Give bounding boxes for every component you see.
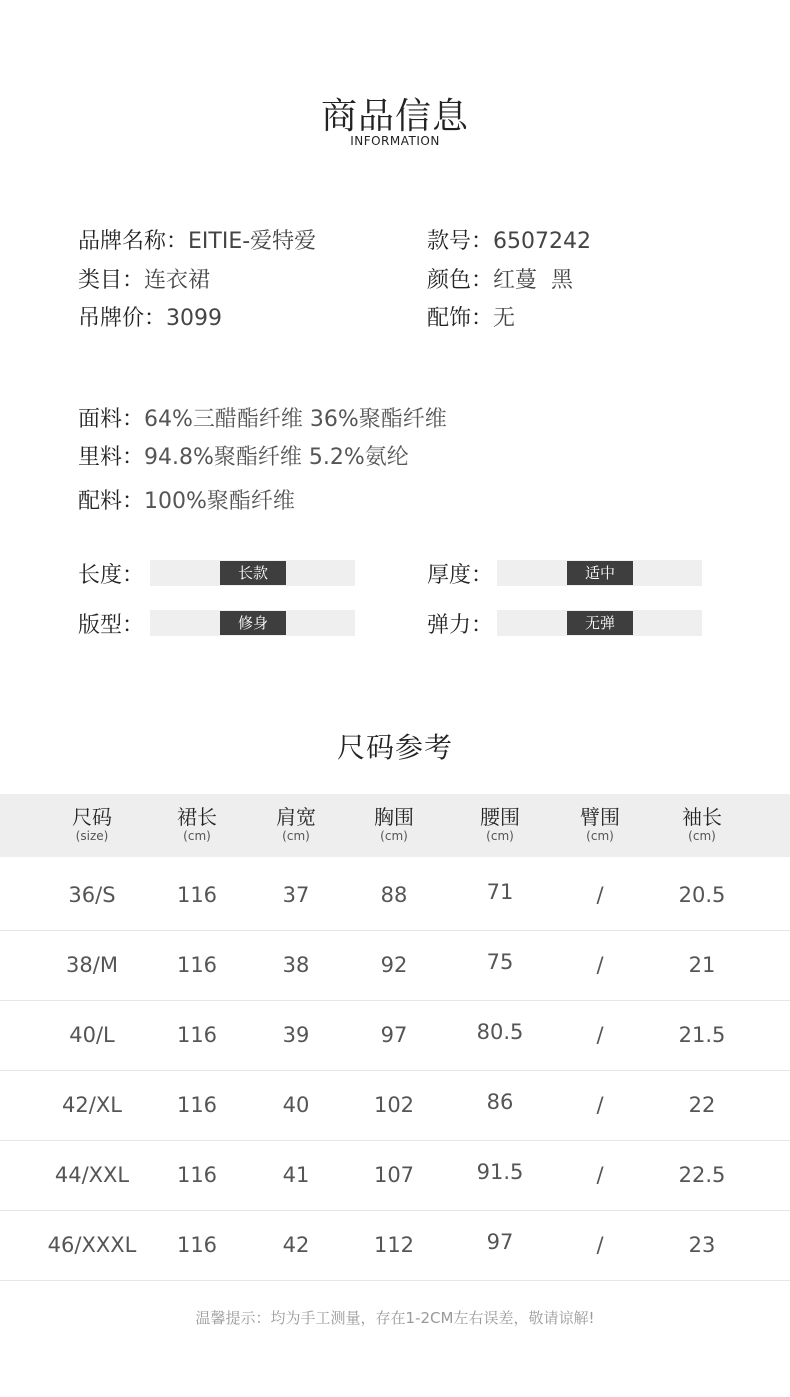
info-value: 3099 xyxy=(166,306,223,331)
column-unit: (cm) xyxy=(282,829,310,843)
table-cell: 116 xyxy=(176,1163,218,1187)
info-value: 连衣裙 xyxy=(144,268,211,293)
table-cell: 36/S xyxy=(68,883,116,907)
info-label: 颜色： xyxy=(427,268,494,293)
attr-elasticity-label: 弹力： xyxy=(427,613,494,638)
column-header-arm xyxy=(550,794,650,857)
table-cell: 97 xyxy=(380,1023,408,1047)
table-cell: 91.5 xyxy=(476,1160,524,1184)
table-cell: 75 xyxy=(486,950,514,974)
fabric-value: 94.8%聚酯纤维 5.2%氨纶 xyxy=(144,445,409,470)
column-name: 肩宽 xyxy=(276,805,316,829)
table-cell: 88 xyxy=(380,883,408,907)
table-cell: 80.5 xyxy=(476,1020,524,1044)
column-name: 裙长 xyxy=(177,805,217,829)
info-value: 红蔓 黑 xyxy=(493,268,574,293)
info-category xyxy=(78,263,210,294)
column-unit: (cm) xyxy=(688,829,716,843)
table-row xyxy=(0,1070,790,1141)
attr-thickness-label: 厚度： xyxy=(427,563,494,588)
column-name: 胸围 xyxy=(374,805,414,829)
table-cell: 116 xyxy=(176,1233,218,1257)
table-cell: / xyxy=(596,953,604,977)
info-value: 6507242 xyxy=(493,229,591,254)
info-color xyxy=(427,263,573,294)
column-unit: (cm) xyxy=(380,829,408,843)
table-cell: 22.5 xyxy=(678,1163,726,1187)
table-cell: 38/M xyxy=(66,953,118,977)
column-name: 腰围 xyxy=(480,805,520,829)
attr-length-label: 长度： xyxy=(78,563,145,588)
page-subtitle: INFORMATION xyxy=(350,134,440,148)
table-row xyxy=(0,1210,790,1281)
table-cell: / xyxy=(596,1233,604,1257)
attr-elasticity-scale xyxy=(497,610,702,636)
table-cell: 20.5 xyxy=(678,883,726,907)
info-accessories xyxy=(427,301,515,332)
table-cell: 71 xyxy=(486,880,514,904)
table-cell: 92 xyxy=(380,953,408,977)
table-cell: 86 xyxy=(486,1090,514,1114)
table-cell: 97 xyxy=(486,1230,514,1254)
column-name: 臂围 xyxy=(580,805,620,829)
fabric-label: 里料： xyxy=(78,445,145,470)
measurement-note: 温馨提示：均为手工测量，存在1-2CM左右误差，敬请谅解! xyxy=(195,1309,595,1327)
column-unit: (size) xyxy=(75,829,109,843)
info-label: 类目： xyxy=(78,268,145,293)
fabric-lining xyxy=(78,440,409,471)
table-cell: / xyxy=(596,1023,604,1047)
fabric-trim xyxy=(78,484,295,515)
table-cell: 21.5 xyxy=(678,1023,726,1047)
table-cell: 107 xyxy=(373,1163,415,1187)
info-label: 款号： xyxy=(427,229,494,254)
column-header-shoulder xyxy=(246,794,346,857)
info-style-number xyxy=(427,224,591,255)
table-cell: 116 xyxy=(176,953,218,977)
fabric-shell xyxy=(78,402,447,433)
table-cell: 116 xyxy=(176,1093,218,1117)
info-brand xyxy=(78,224,316,255)
table-cell: 41 xyxy=(282,1163,310,1187)
fabric-label: 配料： xyxy=(78,489,145,514)
table-cell: 40 xyxy=(282,1093,310,1117)
table-cell: 23 xyxy=(688,1233,716,1257)
table-row xyxy=(0,860,790,931)
table-row xyxy=(0,1140,790,1211)
table-cell: 21 xyxy=(688,953,716,977)
column-unit: (cm) xyxy=(486,829,514,843)
attr-thickness-tag: 适中 xyxy=(567,561,633,585)
attr-fit-tag: 修身 xyxy=(220,611,286,635)
table-cell: 22 xyxy=(688,1093,716,1117)
fabric-value: 100%聚酯纤维 xyxy=(144,489,295,514)
table-cell: 112 xyxy=(373,1233,415,1257)
table-cell: 42 xyxy=(282,1233,310,1257)
table-row xyxy=(0,930,790,1001)
attr-fit-scale xyxy=(150,610,355,636)
column-unit: (cm) xyxy=(183,829,211,843)
table-cell: 116 xyxy=(176,1023,218,1047)
column-name: 袖长 xyxy=(682,805,722,829)
table-cell: 40/L xyxy=(69,1023,115,1047)
column-header-sleeve xyxy=(652,794,752,857)
table-cell: 44/XXL xyxy=(54,1163,130,1187)
table-cell: 102 xyxy=(373,1093,415,1117)
info-value: EITIE-爱特爱 xyxy=(188,229,317,254)
info-label: 品牌名称： xyxy=(78,229,189,254)
table-cell: 37 xyxy=(282,883,310,907)
column-header-size xyxy=(42,794,142,857)
table-cell: / xyxy=(596,1093,604,1117)
table-cell: 116 xyxy=(176,883,218,907)
info-value: 无 xyxy=(493,306,516,331)
table-row xyxy=(0,1000,790,1071)
info-tag-price xyxy=(78,301,222,332)
attr-elasticity-tag: 无弹 xyxy=(567,611,633,635)
column-header-bust xyxy=(344,794,444,857)
table-cell: 39 xyxy=(282,1023,310,1047)
size-chart-title: 尺码参考 xyxy=(336,731,453,764)
info-label: 配饰： xyxy=(427,306,494,331)
attr-fit-label: 版型： xyxy=(78,613,145,638)
size-table-header xyxy=(0,794,790,857)
attr-length-tag: 长款 xyxy=(220,561,286,585)
table-cell: 46/XXXL xyxy=(47,1233,137,1257)
fabric-value: 64%三醋酯纤维 36%聚酯纤维 xyxy=(144,407,447,432)
column-unit: (cm) xyxy=(586,829,614,843)
attr-length-scale xyxy=(150,560,355,586)
table-cell: / xyxy=(596,1163,604,1187)
table-cell: 38 xyxy=(282,953,310,977)
column-name: 尺码 xyxy=(72,805,112,829)
fabric-label: 面料： xyxy=(78,407,145,432)
column-header-dress-length xyxy=(147,794,247,857)
table-cell: / xyxy=(596,883,604,907)
info-label: 吊牌价： xyxy=(78,306,167,331)
page-title: 商品信息 xyxy=(320,96,469,137)
column-header-waist xyxy=(450,794,550,857)
attr-thickness-scale xyxy=(497,560,702,586)
table-cell: 42/XL xyxy=(62,1093,122,1117)
